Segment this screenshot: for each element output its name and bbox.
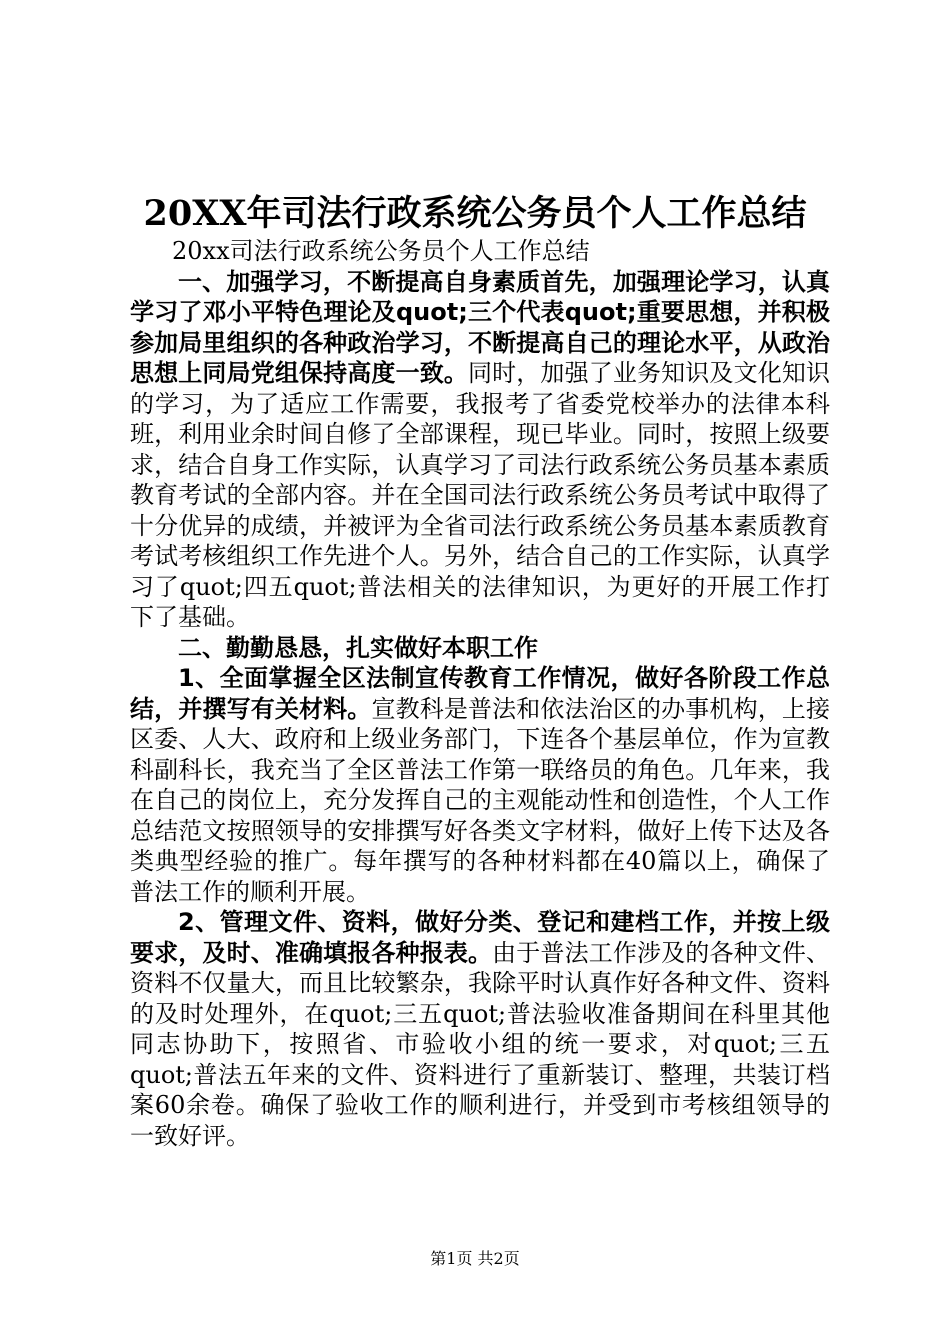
paragraph-2 bbox=[130, 633, 830, 664]
paragraph-3-heading: 1、全面掌握全区法制宣传教育工作情况，做好各阶段工作总结，并撰写有关材料。 bbox=[130, 664, 830, 723]
paragraph-3-text: 宣教科是普法和依法治区的办事机构，上接区委、人大、政府和上级业务部门，下连各个基层单位，作为宣教科副科长，我充当了全区普法工作第一联络员的角色。几年来，我在自己的岗位上，充分发挥自己的主观能动性和创造性，个人工作总结范文按照领导的安排撰写好各类文字材料，做好上传下达及各类典型经验的推广。每年撰写的各种材料都在40篇以上，确保了普法工作的顺利开展。 bbox=[130, 694, 831, 906]
paragraph-3 bbox=[130, 663, 830, 907]
document-subtitle: 20xx司法行政系统公务员个人工作总结 bbox=[172, 237, 590, 265]
paragraph-2-heading: 二、勤勤恳恳，扎实做好本职工作 bbox=[178, 633, 538, 662]
document-title: 20XX年司法行政系统公务员个人工作总结 bbox=[143, 193, 807, 234]
paragraph-1 bbox=[130, 267, 830, 633]
paragraph-4-heading: 2、管理文件、资料，做好分类、登记和建档工作，并按上级要求，及时、准确填报各种报表。 bbox=[130, 908, 830, 967]
paragraph-4-text: 由于普法工作涉及的各种文件、资料不仅量大，而且比较繁杂，我除平时认真作好各种文件、资料的及时处理外，在quot;三五quot;普法验收准备期间在科里其他同志协助下，按照省、市验收小组的统一要求，对quot;三五quot;普法五年来的文件、资料进行了重新装订、整理，共装订档案60余卷。确保了验收工作的顺利进行，并受到市考核组领导的一致好评。 bbox=[130, 938, 831, 1150]
paragraph-1-text: 同时，加强了业务知识及文化知识的学习，为了适应工作需要，我报考了省委党校举办的法律本科班，利用业余时间自修了全部课程，现已毕业。同时，按照上级要求，结合自身工作实际，认真学习了司法行政系统公务员基本素质教育考试的全部内容。并在全国司法行政系统公务员考试中取得了十分优异的成绩，并被评为全省司法行政系统公务员基本素质教育考试考核组织工作先进个人。另外，结合自己的工作实际，认真学习了quot;四五quot;普法相关的法律知识，为更好的开展工作打下了基础。 bbox=[130, 359, 830, 631]
page-footer: 第1页 共2页 bbox=[430, 1249, 520, 1268]
paragraph-1-heading: 一、加强学习，不断提高自身素质首先，加强理论学习，认真学习了邓小平特色理论及quot;三个代表quot;重要思想，并积极参加局里组织的各种政治学习，不断提高自己的理论水平，从政治思想上同局党组保持高度一致。 bbox=[130, 267, 830, 387]
document-body bbox=[130, 236, 830, 1151]
paragraph-4 bbox=[130, 907, 830, 1151]
